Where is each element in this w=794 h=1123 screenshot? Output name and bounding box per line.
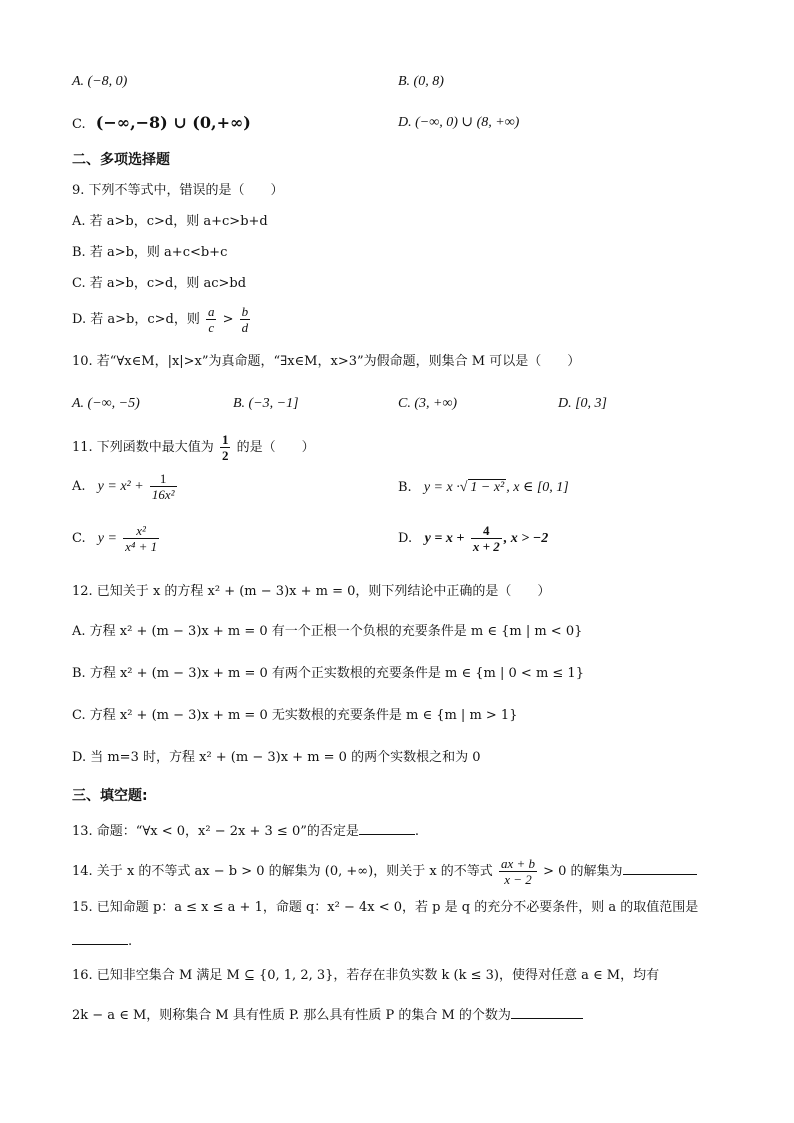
- answer-blank[interactable]: [359, 820, 415, 835]
- q11-stem: [72, 430, 315, 466]
- fraction-numerator: a: [207, 304, 215, 319]
- q11-option-b-label: B.: [398, 480, 412, 495]
- q9-option-c: C. 若 a>b，c>d，则 ac>bd: [72, 276, 247, 291]
- fraction-numerator: 4: [471, 523, 502, 539]
- q8-option-d: D. (−∞, 0) ∪ (8, +∞): [398, 115, 520, 130]
- q16-line2-text: 2k − a ∈ M，则称集合 M 具有性质 P. 那么具有性质 P 的集合 M 的个数为: [72, 1008, 511, 1023]
- q12-stem: 12. 已知关于 x 的方程 x² + (m − 3)x + m = 0，则下列结论中正确的是（ ）: [72, 584, 551, 599]
- q11-option-a-fraction: [150, 471, 177, 502]
- q11-option-c-math: y =: [97, 531, 117, 546]
- q11-option-d-fraction: [471, 523, 502, 554]
- q8-option-c-math: (−∞,−8) ∪ (0,+∞): [95, 113, 251, 132]
- q11-option-b-radicand: 1 − x²: [470, 480, 505, 495]
- q9-stem: 9. 下列不等式中，错误的是（ ）: [72, 183, 284, 198]
- fraction-denominator: 16x²: [151, 487, 175, 502]
- q10-option-b: B. (−3, −1]: [233, 396, 299, 411]
- q14-text: 14. 关于 x 的不等式 ax − b > 0 的解集为 (0, +∞)，则关于 x 的不等式: [72, 864, 493, 879]
- q11-option-d-domain: , x > −2: [503, 531, 549, 546]
- q8-option-b: B. (0, 8): [398, 74, 444, 89]
- q12-option-a: A. 方程 x² + (m − 3)x + m = 0 有一个正根一个负根的充要条件是 m ∈ {m | m < 0}: [72, 624, 583, 639]
- section-heading-multiple-choice: 二、多项选择题: [72, 152, 170, 168]
- q9-option-a: A. 若 a>b，c>d，则 a+c>b+d: [72, 214, 268, 229]
- q13: [72, 820, 419, 842]
- fraction-denominator: d: [241, 320, 249, 335]
- q9-fraction-b-over-d: [240, 304, 251, 335]
- answer-blank[interactable]: [511, 1004, 583, 1019]
- q11-option-a-math: y = x² +: [97, 479, 144, 494]
- q10-stem: 10. 若“∀x∈M，|x|>x”为真命题，“∃x∈M，x>3”为假命题，则集合 M 可以是（ ）: [72, 354, 581, 369]
- q11-option-d-math: y = x +: [424, 531, 465, 546]
- q15-line2: [72, 930, 132, 952]
- section-heading-fill-in: 三、填空题:: [72, 788, 148, 804]
- q14-fraction: [499, 856, 537, 887]
- q8-option-a: A. (−8, 0): [72, 74, 128, 89]
- q12-option-d: D. 当 m=3 时，方程 x² + (m − 3)x + m = 0 的两个实数根之和为 0: [72, 750, 481, 765]
- q15-period: .: [128, 934, 133, 949]
- q16-line1: 16. 已知非空集合 M 满足 M ⊆ {0, 1, 2, 3}，若存在非负实数 k (k ≤ 3)，使得对任意 a ∈ M，均有: [72, 968, 660, 983]
- fraction-denominator: x + 2: [472, 539, 500, 554]
- q10-option-d: D. [0, 3]: [558, 396, 608, 411]
- q8-option-c-label: C.: [72, 117, 86, 132]
- q11-option-c-label: C.: [72, 531, 86, 546]
- q11-option-b-domain: , x ∈ [0, 1]: [506, 480, 569, 495]
- fraction-numerator: 1: [150, 471, 177, 487]
- q9-option-b: B. 若 a>b，则 a+c<b+c: [72, 245, 228, 260]
- q10-option-c: C. (3, +∞): [398, 396, 458, 411]
- q11-option-a-label: A.: [72, 479, 86, 494]
- q9-option-d-text: D. 若 a>b，c>d，则: [72, 312, 200, 327]
- fraction-numerator: 1: [221, 432, 229, 447]
- fraction-numerator: b: [241, 304, 249, 319]
- q13-period: .: [414, 824, 420, 839]
- q16-line2: [72, 1004, 583, 1026]
- q11-stem-tail: 的是（ ）: [236, 440, 315, 455]
- q12-option-b: B. 方程 x² + (m − 3)x + m = 0 有两个正实数根的充要条件是 m ∈ {m | 0 < m ≤ 1}: [72, 666, 584, 681]
- q9-option-d: [72, 302, 252, 338]
- answer-blank[interactable]: [623, 860, 697, 875]
- q14: [72, 854, 697, 890]
- greater-than-sign: >: [222, 312, 234, 327]
- q11-option-d-label: D.: [398, 531, 413, 546]
- fraction-denominator: 2: [221, 448, 229, 463]
- q11-stem-text: 11. 下列函数中最大值为: [72, 440, 214, 455]
- q14-text-tail: > 0 的解集为: [543, 864, 623, 879]
- fraction-numerator: ax + b: [500, 856, 535, 871]
- q11-option-b-math: y = x ·: [423, 480, 460, 495]
- fraction-denominator: x⁴ + 1: [125, 539, 158, 554]
- q10-option-a: A. (−∞, −5): [72, 396, 140, 411]
- q11-option-c-fraction: [123, 523, 159, 554]
- q8-option-c: [72, 113, 251, 135]
- q11-option-b: [398, 478, 569, 498]
- q11-fraction-one-half: [220, 432, 231, 463]
- q15-line1: 15. 已知命题 p：a ≤ x ≤ a + 1，命题 q：x² − 4x < 0，若 p 是 q 的充分不必要条件，则 a 的取值范围是: [72, 900, 699, 915]
- sqrt-sign: √: [459, 480, 468, 495]
- fraction-denominator: x − 2: [504, 872, 532, 887]
- q11-option-d: [398, 520, 548, 558]
- q13-text: 13. 命题：“∀x < 0，x² − 2x + 3 ≤ 0”的否定是: [72, 824, 359, 839]
- fraction-denominator: c: [208, 320, 215, 335]
- q9-fraction-a-over-c: [206, 304, 217, 335]
- answer-blank[interactable]: [72, 930, 128, 945]
- q11-option-c: [72, 520, 161, 558]
- q11-option-a: [72, 468, 179, 506]
- fraction-numerator: x²: [123, 523, 159, 539]
- q12-option-c: C. 方程 x² + (m − 3)x + m = 0 无实数根的充要条件是 m ∈ {m | m > 1}: [72, 708, 518, 723]
